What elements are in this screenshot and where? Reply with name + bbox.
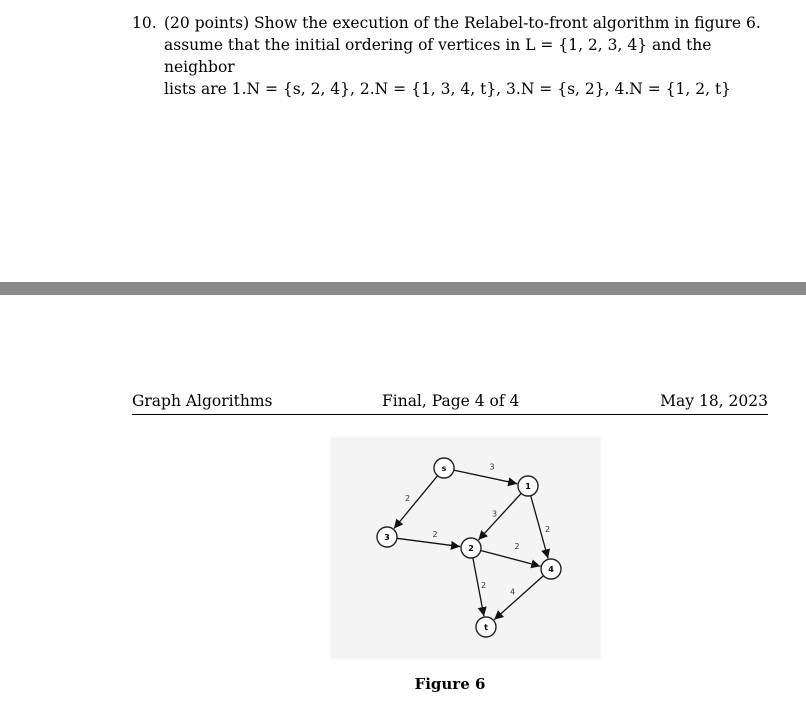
problem-line-1 [132,12,772,34]
header-course-title: Graph Algorithms [132,392,273,410]
problem-text-line-2: assume that the initial ordering of vertices in L = {1, 2, 3, 4} and the neighbor [164,36,712,76]
node-label-3: 3 [384,533,390,542]
node-1 [518,476,538,496]
page-upper-section [0,0,806,282]
edge-capacity-s-1: 3 [489,462,495,472]
problem-text-line-3: lists are 1.N = {s, 2, 4}, 2.N = {1, 3, 4, t}, 3.N = {s, 2}, 4.N = {1, 2, t} [164,80,732,98]
node-label-1: 1 [525,482,531,491]
page-header [132,392,768,415]
flow-network-diagram [330,437,601,659]
node-label-2: 2 [468,544,474,553]
node-label-t: t [484,623,488,632]
header-date: May 18, 2023 [660,392,768,410]
edge-s-to-1 [454,470,517,484]
node-3 [377,527,397,547]
problem-10 [132,12,772,100]
node-4 [541,559,561,579]
node-2 [461,538,481,558]
node-s [434,458,454,478]
edge-capacity-1-2: 3 [491,509,498,519]
problem-text-line-1: (20 points) Show the execution of the Relabel-to-front algorithm in figure 6. [164,14,761,32]
edge-2-to-4 [481,551,541,567]
node-label-4: 4 [548,565,554,574]
edge-capacity-4-t: 4 [509,587,516,597]
edge-capacity-1-4: 2 [544,525,551,534]
edge-3-to-2 [397,538,460,546]
edge-capacity-2-t: 2 [480,581,487,590]
node-t [476,617,496,637]
page-break-divider [0,282,806,295]
node-label-s: s [441,464,447,473]
edge-s-to-3 [394,476,438,529]
edge-4-to-t [494,576,543,620]
edge-capacity-2-4: 2 [514,542,520,551]
problem-number: 10. [132,14,157,32]
figure-caption: Figure 6 [414,675,486,693]
header-page-info: Final, Page 4 of 4 [382,392,520,410]
figure-6-graph [330,437,601,659]
edge-capacity-s-3: 2 [404,494,411,503]
page-lower-section [0,295,806,706]
edge-1-to-2 [478,493,521,540]
edge-capacity-3-2: 2 [432,530,438,539]
